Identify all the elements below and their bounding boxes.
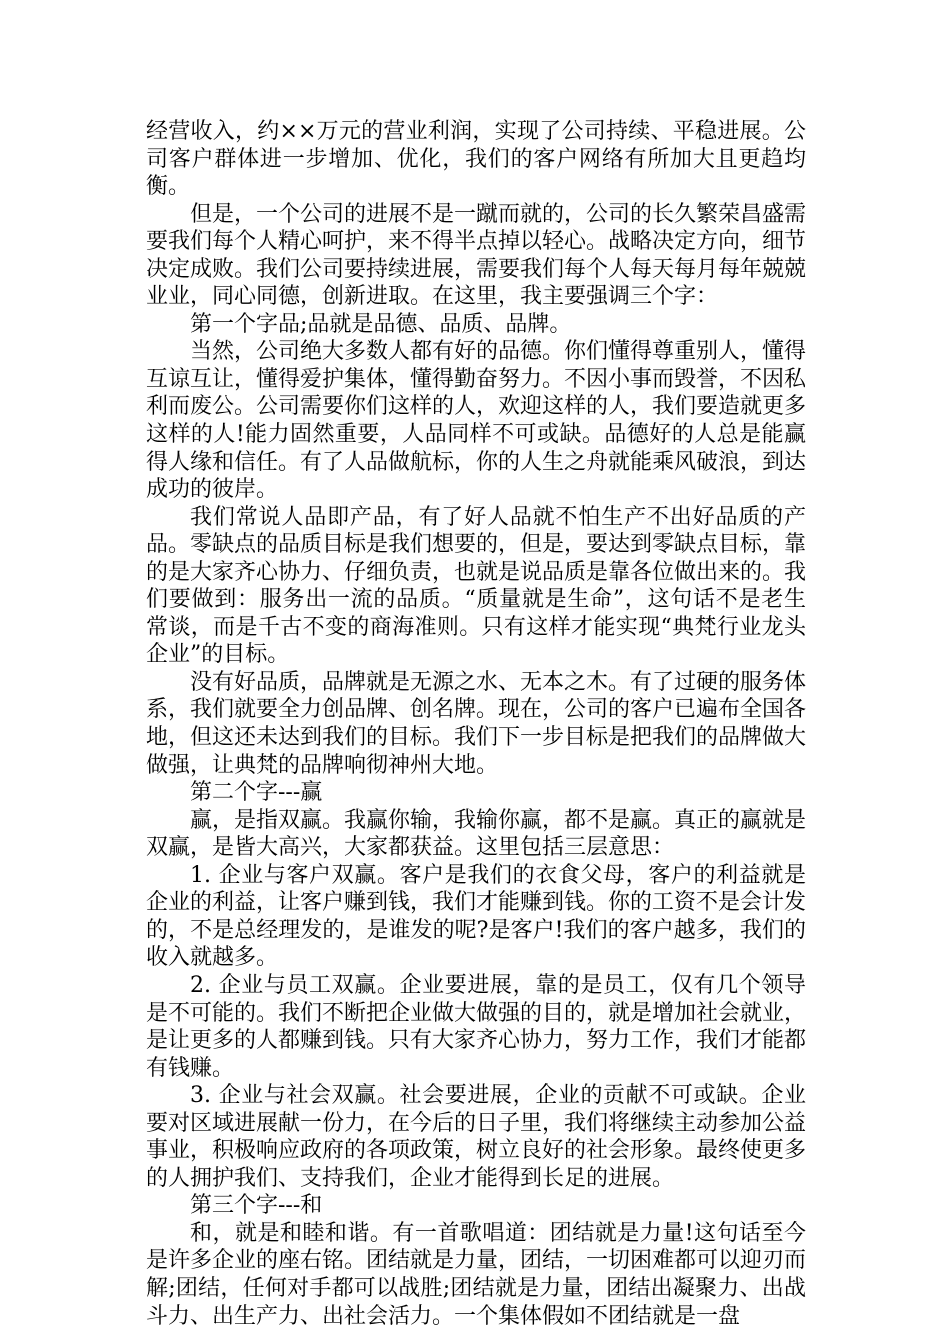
paragraph-5: 没有好品质，品牌就是无源之水、无本之木。有了过硬的服务体系，我们就要全力创品牌、创名牌。现在，公司的客户已遍布全国各地，但这还未达到我们的目标。我们下一步目标是把我们的品牌做大做强，让典梵的品牌响彻神州大地。 [146, 669, 807, 778]
paragraph-2: 但是，一个公司的进展不是一蹴而就的，公司的长久繁荣昌盛需要我们每个人精心呵护，来不得半点掉以轻心。战略决定方向，细节决定成败。我们公司要持续进展，需要我们每个人每天每月每年兢兢业业，同心同德，创新进取。在这里，我主要强调三个字： [146, 201, 807, 310]
paragraph-7: 和，就是和睦和谐。有一首歌唱道：团结就是力量!这句话至今是许多企业的座右铭。团结就是力量，团结，一切困难都可以迎刃而解;团结，任何对手都可以战胜;团结就是力量，团结出凝聚力、出战斗力、出生产力、出社会活力。一个集体假如不团结就是一盘 [146, 1220, 807, 1329]
section-heading-1: 第一个字品;品就是品德、品质、品牌。 [190, 311, 572, 337]
paragraph-4: 我们常说人品即产品，有了好人品就不怕生产不出好品质的产品。零缺点的品质目标是我们想要的，但是，要达到零缺点目标，靠的是大家齐心协力、仔细负责，也就是说品质是靠各位做出来的。我们要做到：服务出一流的品质。“质量就是生命”，这句话不是老生常谈，而是千古不变的商海准则。只有这样才能实现“典梵行业龙头企业”的目标。 [146, 504, 807, 668]
paragraph-1: 经营收入，约××万元的营业利润，实现了公司持续、平稳进展。公司客户群体进一步增加、优化，我们的客户网络有所加大且更趋均衡。 [146, 119, 806, 200]
paragraph-6: 赢，是指双赢。我赢你输，我输你赢，都不是赢。真正的赢就是双赢，是皆大高兴，大家都获益。这里包括三层意思： [146, 807, 807, 861]
document-body [146, 118, 806, 1330]
list-item-2: 2. 企业与员工双赢。企业要进展，靠的是员工，仅有几个领导是不可能的。我们不断把企业做大做强的目的，就是增加社会就业，是让更多的人都赚到钱。只有大家齐心协力，努力工作，我们才能都有钱赚。 [146, 972, 807, 1081]
list-item-3: 3. 企业与社会双赢。社会要进展，企业的贡献不可或缺。企业要对区域进展献一份力，在今后的日子里，我们将继续主动参加公益事业，积极响应政府的各项政策，树立良好的社会形象。最终使更多的人拥护我们、支持我们，企业才能得到长足的进展。 [146, 1083, 807, 1191]
list-item-1: 1. 企业与客户双赢。客户是我们的衣食父母，客户的利益就是企业的利益，让客户赚到钱，我们才能赚到钱。你的工资不是会计发的，不是总经理发的，是谁发的呢?是客户!我们的客户越多，我们的收入就越多。 [146, 862, 807, 971]
section-heading-3: 第三个字---和 [190, 1193, 323, 1219]
section-heading-2: 第二个字---赢 [190, 780, 323, 806]
paragraph-3: 当然，公司绝大多数人都有好的品德。你们懂得尊重别人，懂得互谅互让，懂得爱护集体，懂得勤奋努力。不因小事而毁誉，不因私利而废公。公司需要你们这样的人，欢迎这样的人，我们要造就更多这样的人!能力固然重要，人品同样不可或缺。品德好的人总是能赢得人缘和信任。有了人品做航标，你的人生之舟就能乘风破浪，到达成功的彼岸。 [146, 339, 807, 503]
